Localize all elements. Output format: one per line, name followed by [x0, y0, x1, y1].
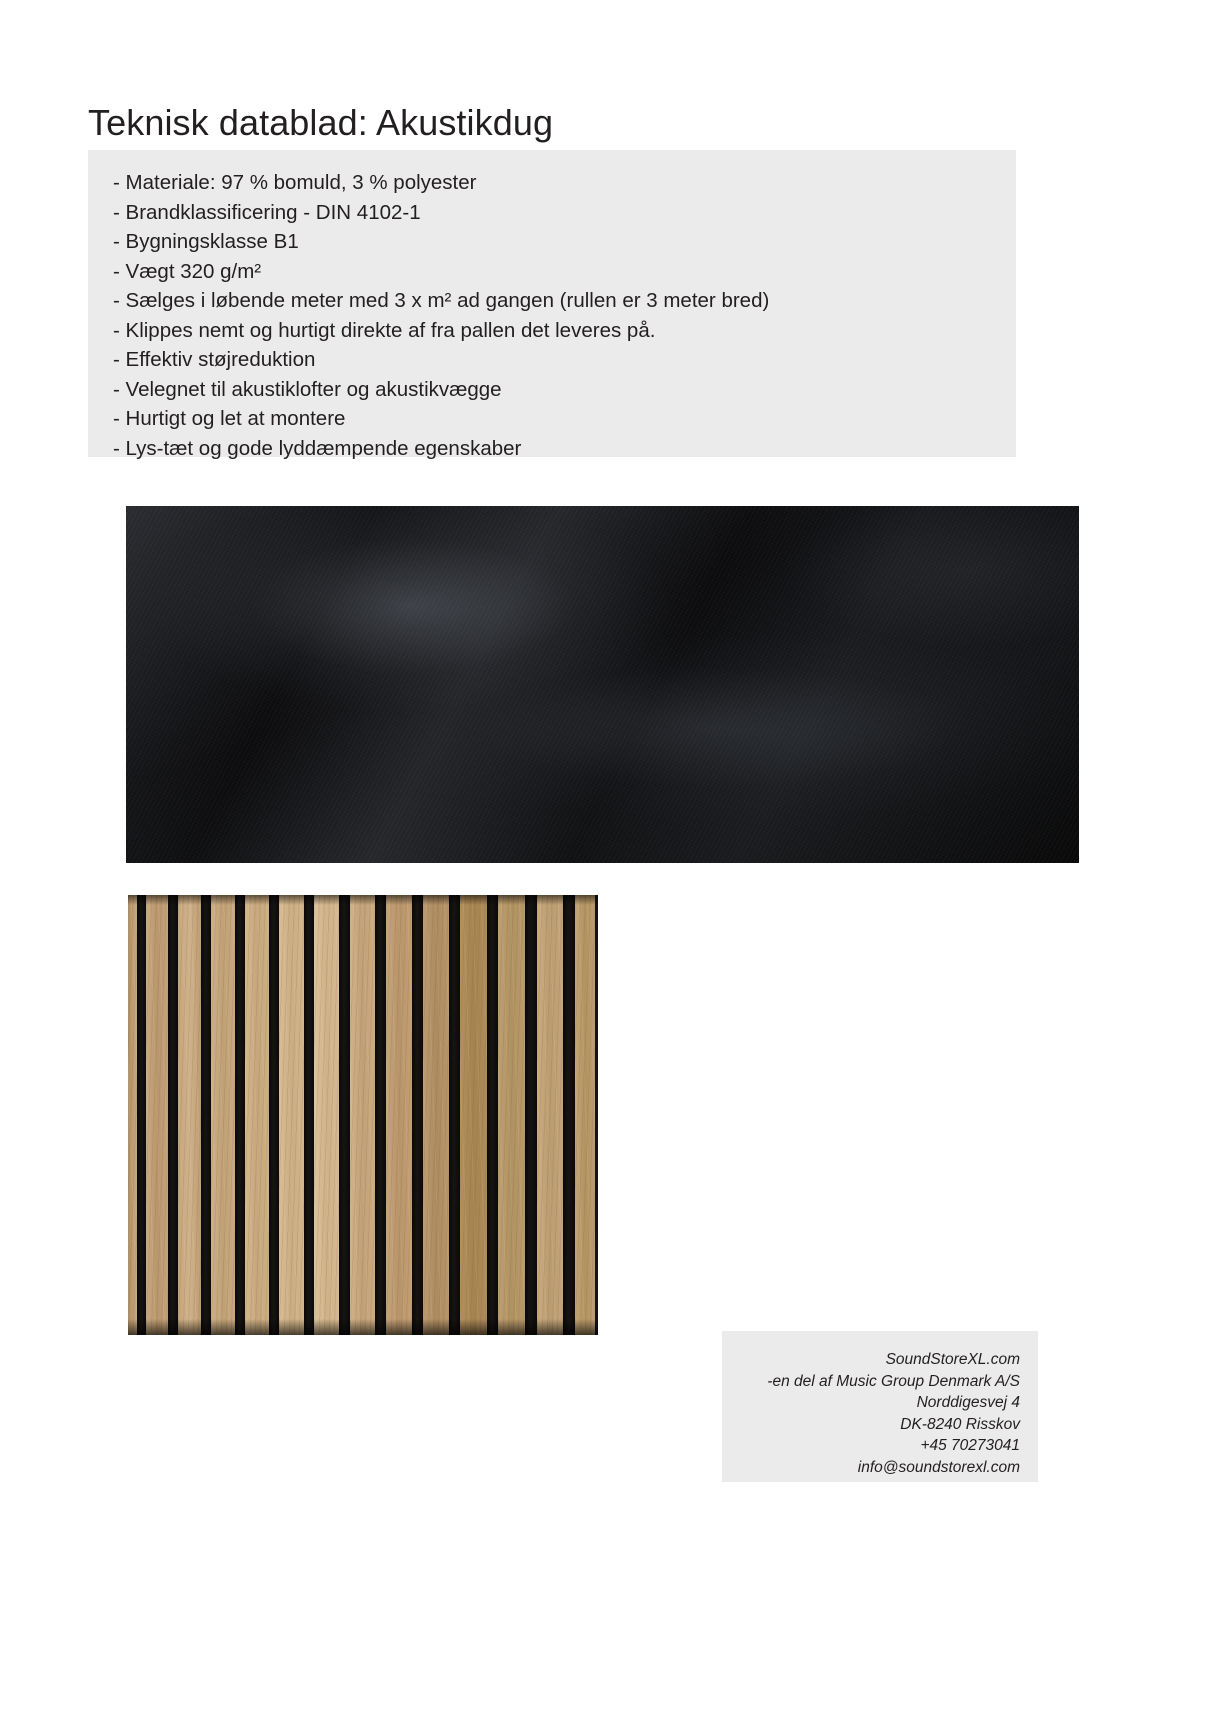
- slat-gap: [235, 895, 245, 1335]
- contact-info-box: [722, 1331, 1038, 1482]
- spec-item: - Sælges i løbende meter med 3 x m² ad gangen (rullen er 3 meter bred): [113, 289, 770, 312]
- slat-gap: [412, 895, 423, 1335]
- slat-gap: [449, 895, 460, 1335]
- slat-gap: [304, 895, 314, 1335]
- specifications-block: [88, 150, 1016, 460]
- slat-gap: [168, 895, 178, 1335]
- page-title: Teknisk datablad: Akustikdug: [88, 102, 554, 144]
- slat: [386, 895, 412, 1335]
- slat: [178, 895, 201, 1335]
- contact-line-street: Norddigesvej 4: [916, 1394, 1020, 1411]
- slat: [211, 895, 235, 1335]
- contact-line-website: SoundStoreXL.com: [885, 1351, 1020, 1368]
- spec-item: - Brandklassificering - DIN 4102-1: [113, 200, 421, 224]
- slat-pattern: [128, 895, 598, 1335]
- slat: [498, 895, 525, 1335]
- contact-line-phone: +45 70273041: [920, 1437, 1020, 1454]
- slat: [128, 895, 137, 1335]
- spec-item: - Velegnet til akustiklofter og akustikvægge: [113, 377, 502, 401]
- slat: [314, 895, 339, 1335]
- slat: [537, 895, 563, 1335]
- contact-line-company: -en del af Music Group Denmark A/S: [767, 1372, 1020, 1390]
- slat-gap: [525, 895, 537, 1335]
- spec-item: - Klippes nemt og hurtigt direkte af fra pallen det leveres på.: [113, 318, 656, 342]
- spec-item: - Vægt 320 g/m²: [113, 259, 262, 283]
- wood-slat-acoustic-panel-photo: [128, 895, 598, 1335]
- slat-gap: [269, 895, 279, 1335]
- slat-gap: [201, 895, 211, 1335]
- spec-item: - Effektiv støjreduktion: [113, 348, 316, 371]
- slat: [423, 895, 449, 1335]
- slat: [279, 895, 304, 1335]
- slat-gap: [339, 895, 350, 1335]
- contact-line-email: info@soundstorexl.com: [857, 1458, 1020, 1476]
- slat-gap: [487, 895, 498, 1335]
- slat: [575, 895, 595, 1335]
- specification-list: [88, 168, 1016, 463]
- slat-gap: [137, 895, 146, 1335]
- slat: [350, 895, 375, 1335]
- black-acoustic-fabric-photo: [126, 506, 1079, 863]
- spec-item: - Lys-tæt og gode lyddæmpende egenskaber: [113, 436, 522, 460]
- slat: [460, 895, 487, 1335]
- slat: [245, 895, 269, 1335]
- spec-item: - Bygningsklasse B1: [113, 230, 299, 253]
- contact-line-city: DK-8240 Risskov: [900, 1415, 1020, 1433]
- slat-gap: [375, 895, 386, 1335]
- spec-item: - Materiale: 97 % bomuld, 3 % polyester: [113, 171, 477, 194]
- slat: [146, 895, 168, 1335]
- spec-item: - Hurtigt og let at montere: [113, 407, 346, 430]
- slat-gap: [563, 895, 575, 1335]
